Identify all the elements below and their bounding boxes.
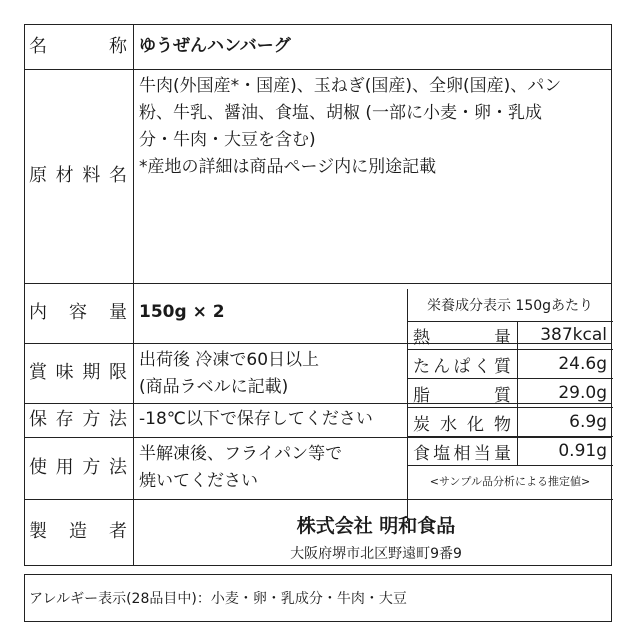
storage-text: -18℃以下で保存してください	[139, 409, 373, 429]
usage-text: 半解凍後、フライパン等で 焼いてください	[139, 444, 343, 491]
content-amount: 150g × 2	[139, 302, 225, 322]
nutrition-note: <サンプル品分析による推定値>	[429, 475, 591, 488]
nutrition-row-protein: た ん ぱ く 質 24.6g	[407, 350, 613, 379]
row-heading-expiry: 賞 味 期 限	[29, 362, 127, 383]
product-name: ゆうぜんハンバーグ	[139, 36, 291, 56]
row-heading-ingredients: 原 材 料 名	[29, 165, 127, 186]
nutrition-table	[407, 289, 613, 521]
row-heading-content: 内 容 量	[29, 302, 127, 323]
nutrition-row-salt: 食 塩 相 当 量 0.91g	[407, 437, 613, 466]
product-label-table	[24, 24, 612, 566]
nutrition-row-carbohydrate: 炭 水 化 物 6.9g	[407, 408, 613, 437]
row-heading-usage: 使 用 方 法	[29, 457, 127, 478]
allergen-box	[24, 574, 612, 622]
expiry-text: 出荷後 冷凍で60日以上 (商品ラベルに記載)	[139, 350, 320, 397]
maker-address: 大阪府堺市北区野遠町9番9	[290, 546, 462, 562]
allergen-text: アレルギー表示(28品目中)：小麦・卵・乳成分・牛肉・大豆	[29, 591, 407, 607]
row-heading-name: 名 称	[29, 36, 127, 57]
ingredients-text: 牛肉(外国産*・国産)、玉ねぎ(国産)、全卵(国産)、パン 粉、牛乳、醤油、食塩、胡椒 (一部に小麦・卵・乳成 分・牛肉・大豆を含む) *産地の詳細は商品ページ内に別途記載	[139, 76, 562, 177]
nutrition-row-fat: 脂 質 29.0g	[407, 379, 613, 408]
nutrition-title: 栄養成分表示 150gあたり	[407, 289, 613, 322]
row-heading-storage: 保 存 方 法	[29, 409, 127, 430]
nutrition-row-energy: 熱 量 387kcal	[407, 321, 613, 350]
row-heading-maker: 製 造 者	[29, 521, 127, 542]
maker-company: 株式会社 明和食品	[296, 515, 456, 537]
